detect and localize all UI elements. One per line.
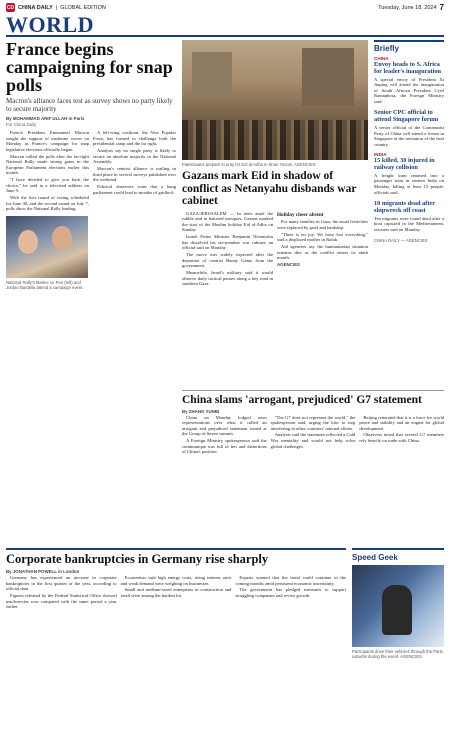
brief-body: Ten migrants were found dead after a boat capsized in the Mediterranean, rescuers said on Monday. [374,215,444,232]
china-headline: China slams 'arrogant, prejudiced' G7 statement [182,394,422,406]
france-article [6,40,176,293]
section-title: WORLD [6,12,95,37]
brief-body: A special envoy of President Xi Jinping will attend the inauguration of South African President Cyril Ramaphosa, the Foreign Ministry said. [374,76,444,104]
paragraph: Small and medium-sized enterprises in construction and retail were among the hardest hit. [120,587,232,598]
corp-col-3 [235,575,346,611]
speed-geek-header: Speed Geek [352,553,398,562]
paragraph: Meanwhile, Israel's military said it would observe daily tactical pauses along a key road in southern Gaza. [182,270,273,287]
france-photo [6,216,88,278]
paragraph: Beijing reiterated that it is a force for world peace and stability and an engine for global development. [359,414,445,431]
france-byline-sub: For China Daily [6,122,37,127]
speed-geek-box [352,548,444,662]
gaza-subhead: Holiday cheer absent [277,211,324,218]
gaza-columns [182,211,368,288]
paragraph: Observers noted that several G7 members rely heavily on trade with China. [359,432,445,444]
briefly-header: Briefly [374,40,444,53]
brief-body: A senior official of the Communist Party of China will attend a forum in Singapore at the invitation of the host country. [374,124,444,147]
gaza-photo [182,40,368,160]
corp-col-1 [6,575,117,611]
paragraph: Israeli Prime Minister Benjamin Netanyahu has dissolved his six-member war cabinet, an official said on Monday. [182,234,273,251]
gaza-article [182,170,368,288]
gaza-credit: AGENCIES [277,262,300,267]
photo-building [302,48,354,106]
paragraph: The government has pledged measures to support struggling companies and revive growth. [235,587,347,598]
corp-col-2 [121,575,232,611]
brief-headline: Envoy heads to S. Africa for leader's inauguration [374,61,442,75]
edition-label: GLOBAL EDITION [60,4,106,11]
photo-person-left [18,230,38,254]
paragraph: "There is no joy. We have lost everything," said a displaced mother in Rafah. [277,231,368,243]
france-col-2 [93,130,176,213]
paragraph: Experts warned that the trend could continue in the coming months amid persistent economic uncertainty. [235,575,347,586]
france-columns [6,130,176,213]
publication-name: CHINA DAILY [18,4,53,11]
paragraph: French President Emmanuel Macron sought the support of moderate voters on Monday as France's campaign for snap legislative elections officially began. [6,130,89,152]
paragraph: A left-wing coalition, the New Popular Front, has formed to challenge both the presidential camp and the far right. [93,130,176,147]
briefly-sidebar [374,40,444,243]
issue-date: Tuesday, June 18, 2024 [378,4,437,11]
paragraph: "The G7 does not represent the world," the spokesperson said, urging the bloc to stop interfering in other countries' internal affairs. [270,414,356,431]
paragraph: Political observers warn that a hung parliament could lead to months of gridlock. [93,183,176,195]
corp-columns [6,575,346,611]
brief-item [374,56,444,104]
speed-geek-photo [352,565,444,647]
page-number: 7 [439,3,444,12]
briefly-credit: CHINA DAILY — AGENCIES [374,237,428,243]
paragraph: Macron's centrist alliance is trailing in third place in several surveys published over the weekend. [93,165,176,183]
paragraph: Economists said high energy costs, rising interest rates and weak demand were weighing on businesses. [120,575,232,586]
corp-byline: By JONATHAN POWELL in London [6,569,80,574]
china-article [182,390,444,456]
china-col-1 [182,415,267,457]
edition-separator: | [55,4,58,11]
brief-item [374,109,444,147]
china-columns [182,415,444,457]
speed-geek-caption: Participants drive their vehicles through the Paris suburbs during the event. AGENCIES [352,649,443,659]
china-col-3 [359,415,444,457]
paragraph: A Foreign Ministry spokesperson said the communique was full of lies and distortions of China's position. [182,438,267,455]
paragraph: Analysts say no single party is likely to secure an absolute majority in the National Assembly. [93,147,176,165]
gaza-headline: Gazans mark Eid in shadow of conflict as Netanyahu disbands war cabinet [182,170,357,207]
paragraph: Analysts said the statement reflected a Cold War mentality and would not help solve global challenges. [270,432,356,449]
brief-kicker: INDIA [374,152,387,158]
section-header [6,13,444,37]
photo-crowd [182,120,368,160]
paragraph: Macron called the polls after the far-right National Rally made strong gains in the European Parliament elections earlier this month. [6,153,89,176]
france-headline: France begins campaigning for snap polls [6,39,173,95]
paragraph: China on Monday lodged stern representations over what it called an arrogant and prejudiced statement issued at the Group of Seven summit. [182,414,267,437]
brief-headline: Senior CPC official to attend Singapore forum [374,109,439,124]
china-col-2 [271,415,356,457]
paragraph: With the first round of voting scheduled for June 30, and the second round on July 7, polls show the National Rally leading. [6,195,89,212]
gaza-col-2 [277,211,368,288]
france-byline: By MOHAMMAD ARIF ULLAH in Paris [6,116,85,121]
paragraph: For many families in Gaza, the usual festivities were replaced by grief and hardship. [277,219,368,230]
brief-body: A freight train rammed into a passenger train in eastern India on Monday, killing at least 15 people, officials said. [374,172,444,195]
paragraph: The move was widely expected after the departure of centrist Benny Gantz from the government. [182,252,273,269]
paragraph: "I have decided to give you back the choice," he said in a televised address on June 9. [6,177,89,194]
brief-item [374,152,444,195]
brief-headline: 10 migrants dead after shipwreck off coast [374,200,435,215]
france-dek: Macron's alliance faces test as survey shows no party likely to secure majority [6,97,173,113]
brief-kicker: CHINA [374,56,389,61]
china-byline: By ZHANG YUNBI [182,408,220,414]
brief-item [374,200,444,232]
photo-building [192,52,232,100]
corp-headline: Corporate bankruptcies in Germany rise sharply [6,552,269,566]
gaza-photo-caption: Palestinians prepare to pray for Eid al-Adha in Khan Younis. AGENCIES [182,162,316,167]
china-daily-logo: CD [6,4,15,11]
germany-bankruptcy-article [6,548,346,611]
paragraph: Figures released by the Federal Statistical Office showed insolvencies rose compared with the same period a year earlier. [6,592,117,610]
paragraph: Germany has experienced an increase in corporate bankruptcies in the first quarter of the year, according to official data. [6,575,117,592]
photo-person-right [52,226,72,250]
france-col-1 [6,130,89,213]
gaza-col-1 [182,211,273,288]
paragraph: Aid agencies say the humanitarian situation remains dire as the conflict enters its ninth month. [277,244,368,261]
photo-figure [382,585,412,635]
france-photo-caption: National Rally's Marine Le Pen (left) and Jordan Bardella attend a campaign event. [6,280,84,291]
paragraph: GAZA/JERUSALEM — In tents amid the rubble and in battered mosques, Gazans marked the start of the Muslim holiday Eid al-Adha on Sunday. [182,210,273,233]
brief-headline: 15 killed, 30 injured in railway collision [374,157,435,172]
